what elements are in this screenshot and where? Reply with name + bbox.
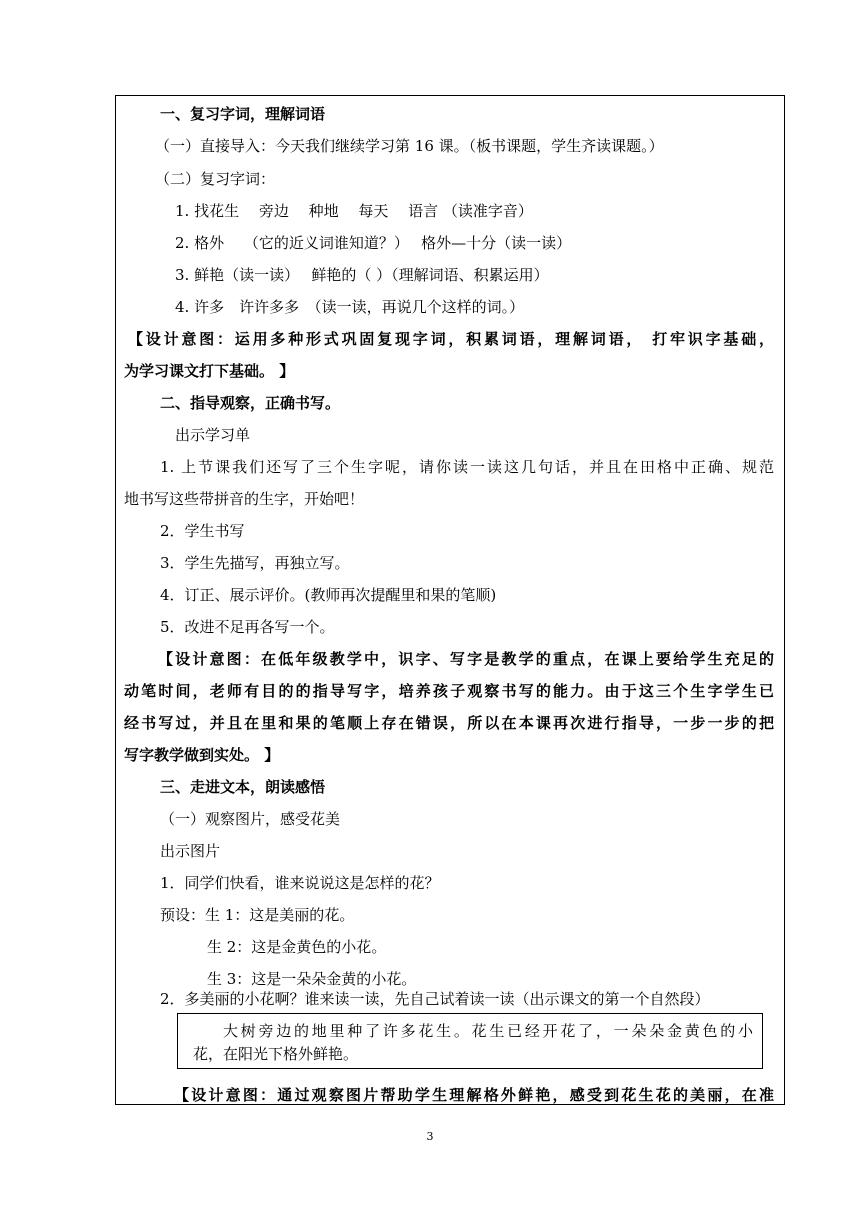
review-item-2: 2. 格外 （它的近义词谁知道？） 格外—十分（读一读）	[175, 234, 572, 252]
review-item-1: 1. 找花生 旁边 种地 每天 语言 （读准字音）	[175, 202, 533, 220]
design-intent-1-line2: 为学习课文打下基础。 】	[124, 362, 295, 380]
design-intent-2-line3: 经书写过，并且在里和果的笔顺上存在错误，所以在本课再次进行指导，一步一步的把	[124, 714, 774, 732]
writing-item-1-line1: 1. 上节课我们还写了三个生字呢，请你读一读这几句话，并且在田格中正确、规范	[160, 458, 774, 476]
section3-heading: 三、走进文本，朗读感悟	[160, 778, 326, 796]
section1-intro: （一）直接导入：今天我们继续学习第 16 课。（板书课题，学生齐读课题。）	[155, 137, 664, 155]
writing-item-5: 5．改进不足再各写一个。	[160, 618, 335, 636]
page-number: 3	[426, 1130, 434, 1143]
writing-item-1-line2: 地书写这些带拼音的生字，开始吧！	[124, 490, 365, 508]
section3-answer-2: 生 2：这是金黄色的小花。	[207, 938, 387, 956]
writing-item-3: 3．学生先描写，再独立写。	[160, 554, 350, 572]
writing-item-2: 2．学生书写	[160, 522, 245, 540]
section1-heading: 一、复习字词，理解词语	[160, 105, 326, 123]
section1-sub: （二）复习字词：	[155, 170, 276, 188]
section3-sub1: （一）观察图片，感受花美	[160, 810, 341, 828]
section3-preset: 预设：生 1：这是美丽的花。	[160, 906, 355, 924]
passage-line2: 花，在阳光下格外鲜艳。	[193, 1045, 359, 1063]
review-item-3: 3. 鲜艳（读一读） 鲜艳的（ ）（理解词语、积累运用）	[175, 266, 549, 284]
design-intent-2-line1: 【设计意图：在低年级教学中，识字、写字是教学的重点，在课上要给学生充足的	[158, 650, 774, 668]
section2-show: 出示学习单	[175, 426, 251, 444]
design-intent-2-line4: 写字教学做到实处。 】	[124, 746, 280, 764]
design-intent-2-line2: 动笔时间，老师有目的的指导写字，培养孩子观察书写的能力。由于这三个生字学生已	[124, 682, 774, 700]
section3-question-1: 1．同学们快看，谁来说说这是怎样的花？	[160, 874, 440, 892]
section3-answer-3: 生 3：这是一朵朵金黄的小花。	[207, 970, 417, 988]
review-item-4: 4. 许多 许许多多 （读一读，再说几个这样的词。）	[175, 298, 525, 316]
section3-question-2: 2．多美丽的小花啊？谁来读一读，先自己试着读一读（出示课文的第一个自然段）	[160, 990, 710, 1008]
design-intent-3-line1: 【设计意图：通过观察图片帮助学生理解格外鲜艳，感受到花生花的美丽，在准	[174, 1086, 774, 1104]
writing-item-4: 4．订正、展示评价。(教师再次提醒里和果的笔顺)	[160, 586, 497, 604]
section3-show: 出示图片	[160, 842, 221, 860]
section2-heading: 二、指导观察，正确书写。	[160, 394, 341, 412]
design-intent-1-line1: 【设计意图：运用多种形式巩固复现字词，积累词语，理解词语， 打牢识字基础，	[128, 330, 774, 348]
passage-line1: 大树旁边的地里种了许多花生。花生已经开花了，一朵朵金黄色的小	[223, 1022, 753, 1040]
